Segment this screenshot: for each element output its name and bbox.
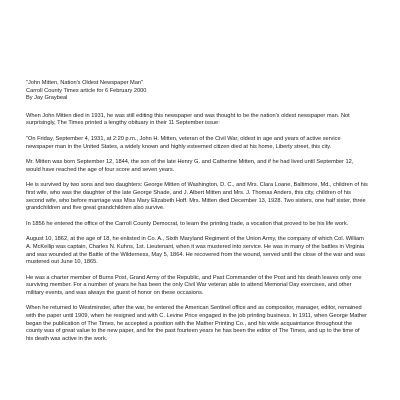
document-body: [26, 80, 368, 351]
paragraph-burns-post: He was a charter member of Burns Post, Grand Army of the Republic, and Past Commander of the Post and his death leaves only one surviving member. For a number of years he has been the only Civil War veteran able to attend Memorial Day exercises, and other military events, and was always the guest of honor on these occasions.: [26, 274, 362, 296]
paragraph-survivors: He is survived by two sons and two daughters: George Mitten of Washington, D. C., and Mrs. Clara Loane, Baltimore, Md., children of his first wife, who was the daughter of the late George Shade, and J. Albert Mitten and Mrs. J. Thomas Anders, this city, children of his second wife, who before marriage was Miss Mary Elizabeth Hoff. Mrs. Mitten died December 13, 1928. Two sisters, one half sister, three grandchildren and five great grandchildren also survive.: [26, 182, 368, 212]
paragraph-career: When he returned to Westminster, after the war, he entered the American Sentinel office and as compositor, manager, editor, remained with the paper until 1909, when he resigned and with C. Levine Price engaged in the job printing business. In 1911, when George Mather began the publication of The Times, he accepted a position with the Mather Printing Co., and his wide acquaintance throughout the county was of great value to the new paper, and for the past fourteen years he has been the editor of The Times, and up to the time of his death was active in the work.: [26, 305, 368, 342]
article-source: Carroll County Times article for 6 February 2000: [26, 87, 147, 94]
article-title: "John Mitten, Nation's Oldest Newspaper Man": [26, 80, 144, 86]
paragraph-birth: Mr. Mitten was born September 12, 1844, the son of the late Henry G. and Catherine Mitten, and if he had lived until September 12, would have reached the age of four score and seven years.: [26, 159, 354, 173]
paragraph-obituary-opening: "On Friday, September 4, 1931, at 2:20 p.m., John H. Mitten, veteran of the Civil War, oldest in age and years of active service newspaper man in the United States, a widely known and highly esteemed citizen died at his home, Liberty street, this city.: [26, 135, 341, 150]
article-heading: [26, 80, 368, 103]
paragraph-intro: When John Mitten died in 1931, he was still editing this newspaper and was thought to be the nation's oldest newspaper man. Not surprisingly, The Times printed a lengthy obituary in their 11 September issue:: [26, 112, 350, 127]
article-byline: By Jay Graybeal: [26, 95, 68, 102]
paragraph-printing-trade: In 1856 he entered the office of the Carroll County Democrat, to learn the printing trade, a vocation that proved to be his life work.: [26, 220, 349, 227]
paragraph-military-service: August 10, 1862, at the age of 18, he enlisted in Co. A., Sixth Maryland Regiment of the Union Army, the company of which Col. William A. McKellip was captain, Charles N. Kuhns, 1st. Lieutenant, when it was mustered into service. He was in many of the battles in Virginia and was wounded at the Battle of the Wilderness, May 5, 1864. He recovered from the wound, served until the close of the war and was mustered out June 10, 1865.: [26, 236, 365, 266]
